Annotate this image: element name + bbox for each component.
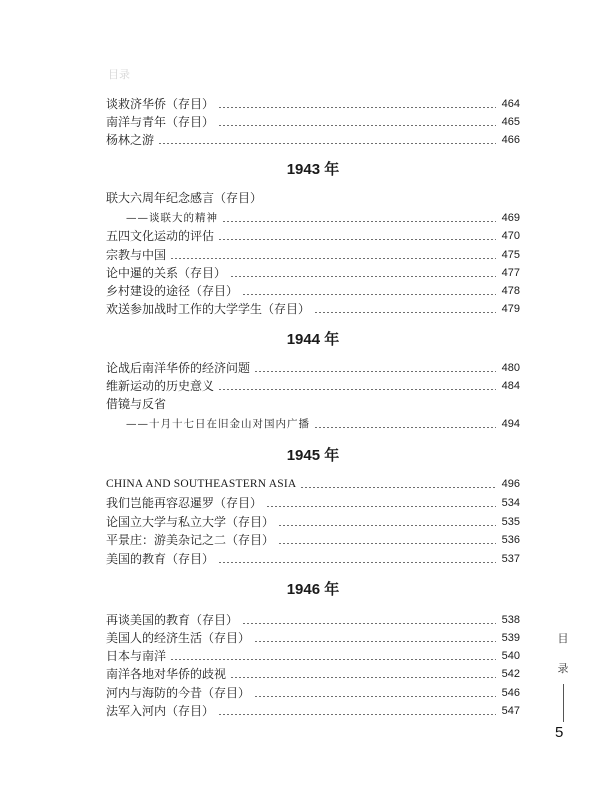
toc-entry-title: 欢送参加战时工作的大学学生（存目）	[106, 302, 311, 316]
dot-leader	[314, 312, 496, 313]
toc-entry-title: 维新运动的历史意义	[106, 379, 215, 393]
dot-leader	[230, 677, 496, 678]
year-heading: 1943 年	[286, 161, 340, 178]
dot-leader	[158, 143, 496, 144]
toc-entry-title: 乡村建设的途径（存目）	[106, 284, 239, 298]
toc-entry[interactable]	[106, 683, 520, 701]
toc-entry-page: 465	[501, 116, 520, 128]
year-heading: 1946 年	[286, 581, 340, 598]
toc-entry-page: 539	[501, 632, 520, 644]
toc-entry[interactable]	[106, 549, 520, 567]
toc-entry-subtitle[interactable]	[106, 208, 520, 226]
toc-entry[interactable]	[106, 112, 520, 130]
running-head-mark: 目录	[108, 69, 130, 81]
toc-entry-title: 五四文化运动的评估	[106, 229, 215, 243]
dot-leader	[218, 562, 496, 563]
dot-leader	[254, 696, 496, 697]
toc-entry[interactable]	[106, 474, 520, 492]
toc-entry[interactable]	[106, 530, 520, 548]
dot-leader	[170, 659, 496, 660]
dot-leader	[218, 239, 496, 240]
toc-entry-page: 547	[501, 705, 520, 717]
toc-entry-title: ——十月十七日在旧金山对国内广播	[126, 418, 310, 430]
toc-entry-title: 美国的教育（存目）	[106, 552, 215, 566]
side-label-char: 录	[557, 662, 569, 675]
toc-entry-title: 杨林之游	[106, 133, 155, 147]
dot-leader	[254, 371, 496, 372]
toc-entry[interactable]	[106, 263, 520, 281]
toc-entry-title: CHINA AND SOUTHEASTERN ASIA	[106, 478, 297, 490]
toc-entry[interactable]	[106, 281, 520, 299]
toc-entry-page: 478	[501, 285, 520, 297]
toc-entry-title: 南洋与青年（存目）	[106, 115, 215, 129]
side-section-label	[553, 630, 573, 728]
toc-entry-title[interactable]: 借镜与反省	[106, 397, 167, 411]
page-number: 5	[555, 724, 564, 741]
toc-entry[interactable]	[106, 664, 520, 682]
toc-entry[interactable]	[106, 299, 520, 317]
toc-entry-page: 466	[501, 134, 520, 146]
toc-entry-title: 宗教与中国	[106, 248, 167, 262]
toc-entry-title: 我们岂能再容忍暹罗（存目）	[106, 496, 263, 510]
toc-entry-title: 论战后南洋华侨的经济问题	[106, 361, 251, 375]
toc-entry[interactable]	[106, 628, 520, 646]
toc-entry-page: 479	[501, 303, 520, 315]
dot-leader	[242, 294, 496, 295]
toc-entry-title: 论国立大学与私立大学（存目）	[106, 515, 275, 529]
toc-entry-page: 537	[501, 553, 520, 565]
toc-entry-page: 546	[501, 687, 520, 699]
year-heading: 1945 年	[286, 447, 340, 464]
dot-leader	[230, 276, 496, 277]
side-rule	[563, 684, 564, 722]
toc-entry[interactable]	[106, 610, 520, 628]
dot-leader	[278, 543, 496, 544]
toc-entry[interactable]	[106, 493, 520, 511]
toc-entry[interactable]	[106, 94, 520, 112]
toc-entry-title: 河内与海防的今昔（存目）	[106, 686, 251, 700]
toc-entry-page: 496	[501, 478, 520, 490]
toc-entry-page: 494	[501, 418, 520, 430]
toc-entry[interactable]	[106, 130, 520, 148]
toc-entry[interactable]	[106, 245, 520, 263]
toc-entry-page: 542	[501, 668, 520, 680]
toc-entry-page: 480	[501, 362, 520, 374]
toc-entry-page: 534	[501, 497, 520, 509]
toc-entry-page: 475	[501, 249, 520, 261]
dot-leader	[218, 714, 496, 715]
toc-entry[interactable]	[106, 646, 520, 664]
toc-entry-title: 论中暹的关系（存目）	[106, 266, 227, 280]
toc-entry[interactable]	[106, 226, 520, 244]
toc-entry[interactable]	[106, 512, 520, 530]
dot-leader	[218, 389, 496, 390]
toc-entry-page: 538	[501, 614, 520, 626]
toc-entry-title: 法军入河内（存目）	[106, 704, 215, 718]
toc-entry[interactable]	[106, 376, 520, 394]
dot-leader	[266, 506, 496, 507]
toc-entry-title[interactable]: 联大六周年纪念感言（存目）	[106, 191, 263, 205]
toc-entry-title: 平景庄：游美杂记之二（存目）	[106, 533, 275, 547]
toc-entry-page: 464	[501, 98, 520, 110]
toc-entry-title: 谈救济华侨（存目）	[106, 97, 215, 111]
dot-leader	[314, 427, 496, 428]
toc-entry-page: 540	[501, 650, 520, 662]
toc-entry-page: 470	[501, 230, 520, 242]
toc-entry-page: 469	[501, 212, 520, 224]
dot-leader	[218, 125, 496, 126]
toc-entry[interactable]	[106, 701, 520, 719]
side-label-char: 目	[557, 632, 569, 645]
dot-leader	[254, 641, 496, 642]
dot-leader	[222, 221, 496, 222]
dot-leader	[218, 107, 496, 108]
toc-entry[interactable]	[106, 358, 520, 376]
dot-leader	[242, 623, 496, 624]
toc-entry-title: ——谈联大的精神	[126, 212, 218, 224]
toc-entry-title: 美国人的经济生活（存目）	[106, 631, 251, 645]
toc-entry-title: 南洋各地对华侨的歧视	[106, 667, 227, 681]
dot-leader	[300, 487, 496, 488]
toc-entry-subtitle[interactable]	[106, 414, 520, 432]
toc-entry-title: 再谈美国的教育（存目）	[106, 613, 239, 627]
year-heading: 1944 年	[286, 331, 340, 348]
toc-entry-page: 536	[501, 534, 520, 546]
toc-entry-title: 日本与南洋	[106, 649, 167, 663]
dot-leader	[278, 525, 496, 526]
dot-leader	[170, 258, 496, 259]
toc-entry-page: 535	[501, 516, 520, 528]
toc-entry-page: 484	[501, 380, 520, 392]
toc-entry-page: 477	[501, 267, 520, 279]
